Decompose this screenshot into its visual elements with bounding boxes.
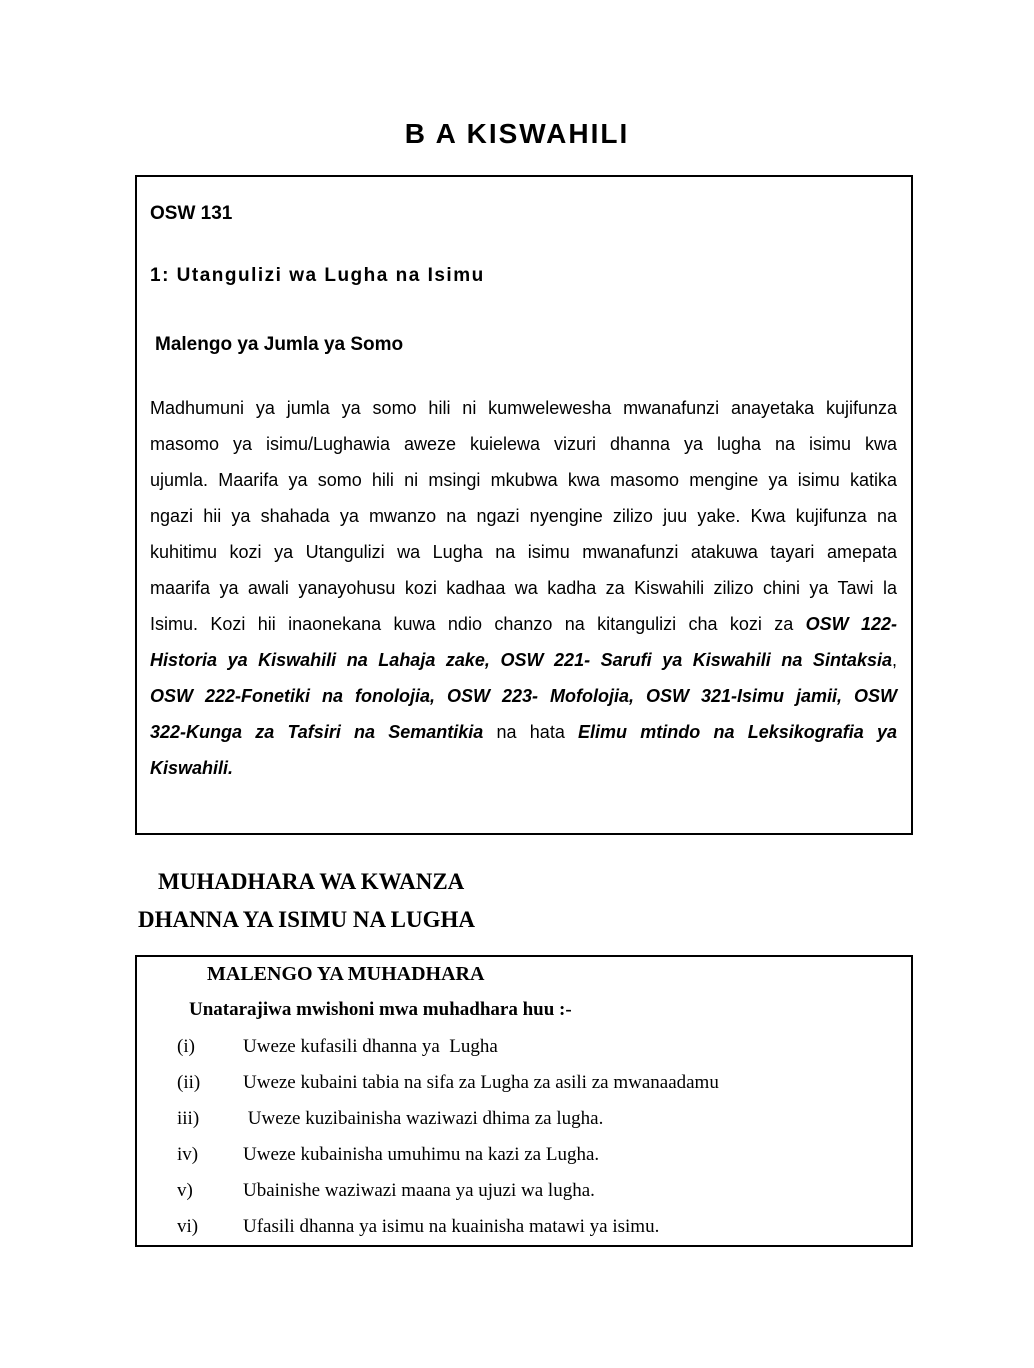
objective-text: Uweze kubaini tabia na sifa za Lugha za asili za mwanaadamu bbox=[243, 1072, 719, 1093]
objective-item bbox=[137, 1180, 911, 1216]
objective-item bbox=[137, 1072, 911, 1108]
objective-marker: (ii) bbox=[177, 1072, 201, 1093]
objective-text: Ufasili dhanna ya isimu na kuainisha matawi ya isimu. bbox=[243, 1216, 660, 1237]
description-segment: Madhumuni ya jumla ya somo hili ni kumwelewesha mwanafunzi anayetaka kujifunza masomo ya isimu/Lughawia aweze kuielewa vizuri dhanna ya lugha na isimu kwa ujumla. Maarifa ya somo hili ni msingi mkubwa kwa masomo mengine ya isimu katika ngazi hii ya shahada ya mwanzo na ngazi nyengine zilizo juu yake. Kwa kujifunza na kuhitimu kozi ya Utangulizi wa Lugha na isimu mwanafunzi atakuwa tayari amepata maarifa ya awali yanayohusu kozi kadhaa wa kadha za Kiswahili zilizo chini ya Tawi la Isimu. Kozi hii inaonekana kuwa ndio chanzo na kitangulizi cha kozi za bbox=[150, 398, 897, 634]
course-overview-box bbox=[135, 175, 913, 835]
description-segment: , bbox=[891, 650, 897, 670]
objective-item bbox=[137, 1108, 911, 1144]
objective-item bbox=[137, 1144, 911, 1180]
objective-item bbox=[137, 1216, 911, 1247]
objective-item bbox=[137, 1036, 911, 1072]
lecture-topic-heading: DHANNA YA ISIMU NA LUGHA bbox=[138, 907, 475, 932]
objective-marker: iv) bbox=[177, 1144, 199, 1165]
course-description bbox=[150, 390, 897, 786]
objectives-list bbox=[137, 1036, 911, 1247]
description-segment: OSW 122- Historia ya Kiswahili na Lahaja zake, OSW 221- Sarufi ya Kiswahili na Sintaksia bbox=[150, 614, 897, 670]
objective-marker: iii) bbox=[177, 1108, 200, 1129]
objectives-subheading: Unatarajiwa mwishoni mwa muhadhara huu :- bbox=[189, 999, 572, 1020]
lecture-number-heading: MUHADHARA WA KWANZA bbox=[158, 869, 465, 894]
objective-text: Uweze kubainisha umuhimu na kazi za Lugha. bbox=[243, 1144, 600, 1165]
objectives-heading: MALENGO YA MUHADHARA bbox=[207, 963, 485, 985]
objective-text: Ubainishe waziwazi maana ya ujuzi wa lugha. bbox=[243, 1180, 595, 1201]
course-goals-heading: Malengo ya Jumla ya Somo bbox=[155, 334, 404, 355]
document-title: B A KISWAHILI bbox=[404, 118, 630, 149]
objective-marker: (i) bbox=[177, 1036, 195, 1057]
course-title: 1: Utangulizi wa Lugha na Isimu bbox=[150, 265, 485, 286]
objective-marker: vi) bbox=[177, 1216, 199, 1237]
lecture-objectives-box bbox=[135, 955, 913, 1247]
objective-marker: v) bbox=[177, 1180, 193, 1201]
description-segment: na hata bbox=[483, 722, 579, 742]
objective-text: Uweze kuzibainisha waziwazi dhima za lugha. bbox=[243, 1108, 604, 1129]
description-segment: Elimu mtindo na Leksikografia ya Kiswahili. bbox=[150, 722, 898, 778]
course-code: OSW 131 bbox=[150, 203, 233, 224]
description-segment: OSW 222-Fonetiki na fonolojia, OSW 223- Mofolojia, OSW 321-Isimu jamii, OSW 322-Kunga za Tafsiri na Semantikia bbox=[150, 686, 897, 742]
objective-text: Uweze kufasili dhanna ya Lugha bbox=[243, 1036, 498, 1057]
